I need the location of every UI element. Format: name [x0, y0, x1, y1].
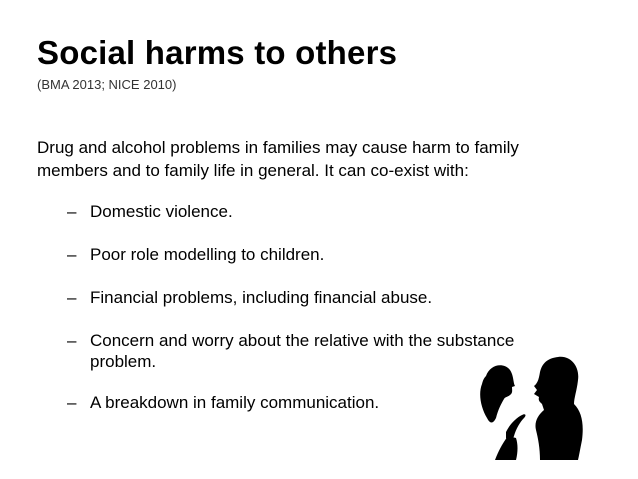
- bullet-dash: –: [67, 331, 77, 350]
- slide-subtitle: (BMA 2013; NICE 2010): [37, 77, 177, 92]
- intro-paragraph: [37, 136, 582, 182]
- bullet-text: A breakdown in family communication.: [90, 393, 380, 412]
- bullet-dash: –: [67, 393, 77, 412]
- bullet-text: Concern and worry about the relative with the substance problem.: [90, 331, 515, 371]
- bullet-dash: –: [67, 245, 77, 264]
- bullet-item: [67, 201, 567, 222]
- bullet-text: Financial problems, including financial abuse.: [90, 288, 433, 307]
- arguing-couple-silhouette-icon: [468, 352, 588, 462]
- bullet-item: [67, 244, 567, 265]
- bullet-text: Domestic violence.: [90, 202, 233, 221]
- bullet-dash: –: [67, 288, 77, 307]
- bullet-item: [67, 287, 567, 308]
- bullet-text: Poor role modelling to children.: [90, 245, 325, 264]
- slide-title: Social harms to others: [37, 34, 398, 71]
- intro-line: members and to family life in general. It can co-exist with:: [37, 161, 469, 180]
- bullet-dash: –: [67, 202, 77, 221]
- intro-line: Drug and alcohol problems in families may cause harm to family: [37, 138, 519, 157]
